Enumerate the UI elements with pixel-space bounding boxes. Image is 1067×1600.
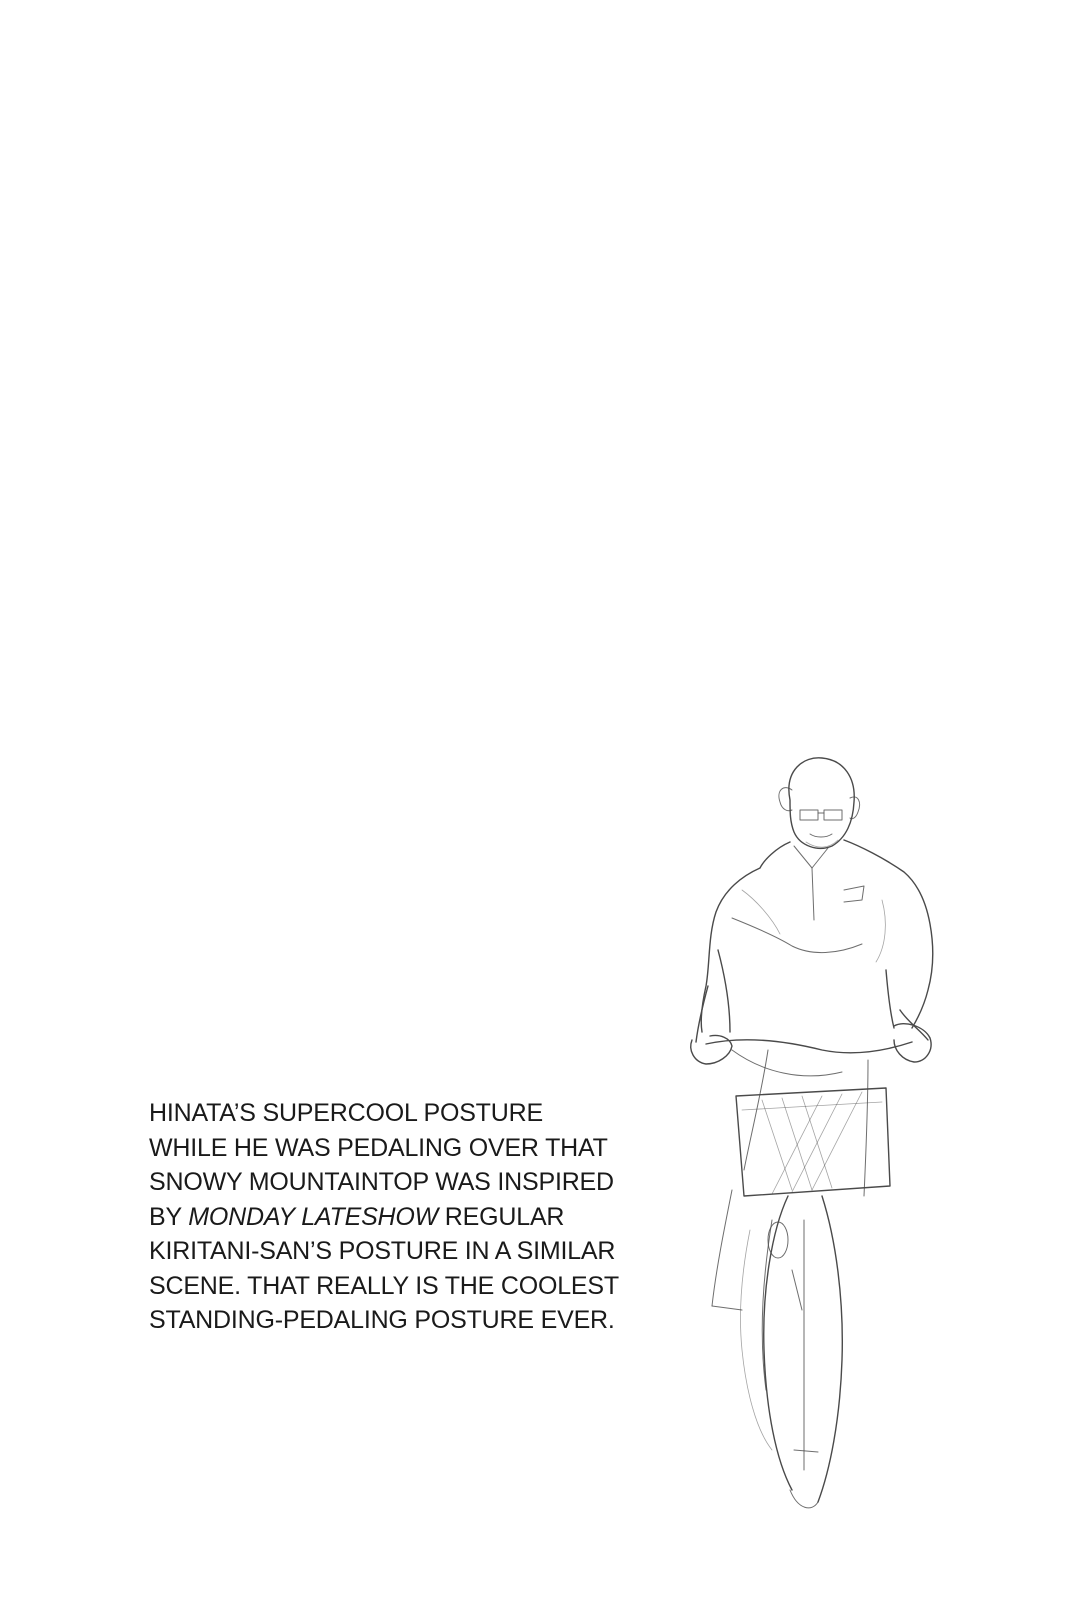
author-note-caption (149, 1096, 669, 1338)
show-title: MONDAY LATESHOW (188, 1202, 439, 1231)
caption-line-1: HINATA’S SUPERCOOL POSTURE (149, 1099, 543, 1127)
caption-line-5: KIRITANI-SAN’S POSTURE IN A SIMILAR (149, 1237, 616, 1265)
caption-line-6: SCENE. THAT REALLY IS THE COOLEST (149, 1271, 619, 1300)
caption-line-2: WHILE HE WAS PEDALING OVER THAT (149, 1133, 608, 1162)
caption-line-4-prefix: BY (149, 1202, 189, 1231)
caption-line-4 (149, 1200, 669, 1235)
caption-line-3: SNOWY MOUNTAINTOP WAS INSPIRED (149, 1168, 614, 1196)
cyclist-sketch-icon (672, 750, 972, 1530)
caption-line-7: STANDING-PEDALING POSTURE EVER. (149, 1306, 615, 1334)
caption-line-4-suffix: REGULAR (438, 1202, 565, 1231)
